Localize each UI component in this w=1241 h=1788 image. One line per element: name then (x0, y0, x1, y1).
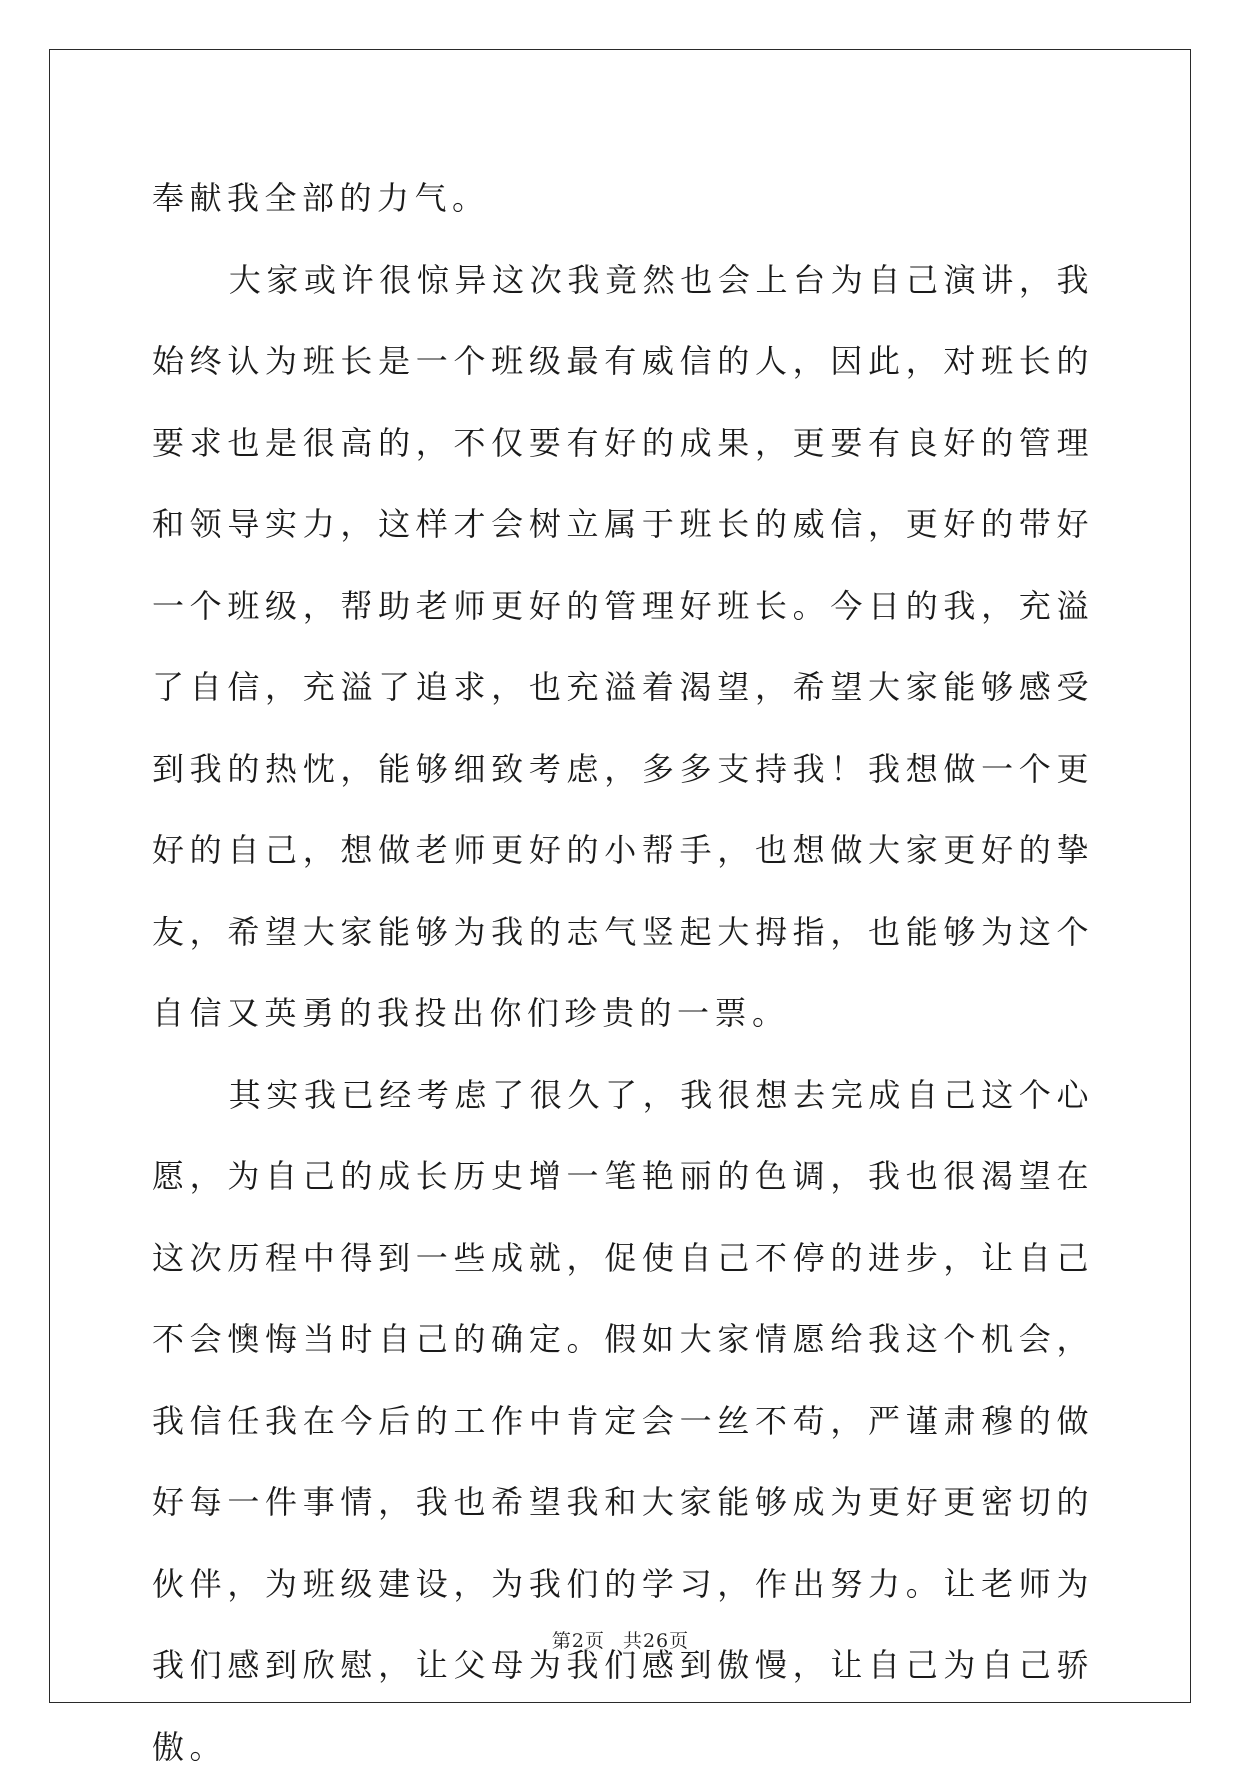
document-body (152, 158, 1094, 1788)
paragraph-1: 奉献我全部的力气。 (152, 158, 1094, 240)
paragraph-2: 大家或许很惊异这次我竟然也会上台为自己演讲，我始终认为班长是一个班级最有威信的人，因此，对班长的要求也是很高的，不仅要有好的成果，更要有良好的管理和领导实力，这样才会树立属于班长的威信，更好的带好一个班级，帮助老师更好的管理好班长。今日的我，充溢了自信，充溢了追求，也充溢着渴望，希望大家能够感受到我的热忱，能够细致考虑，多多支持我！我想做一个更好的自己，想做老师更好的小帮手，也想做大家更好的挚友，希望大家能够为我的志气竖起大拇指，也能够为这个自信又英勇的我投出你们珍贵的一票。 (152, 240, 1094, 1055)
page-total: 共26页 (623, 1630, 689, 1652)
paragraph-3: 其实我已经考虑了很久了，我很想去完成自己这个心愿，为自己的成长历史增一笔艳丽的色调，我也很渴望在这次历程中得到一些成就，促使自己不停的进步，让自己不会懊悔当时自己的确定。假如大家情愿给我这个机会，我信任我在今后的工作中肯定会一丝不苟，严谨肃穆的做好每一件事情，我也希望我和大家能够成为更好更密切的伙伴，为班级建设，为我们的学习，作出努力。让老师为我们感到欣慰，让父母为我们感到傲慢，让自己为自己骄傲。 (152, 1055, 1094, 1788)
page-footer (0, 1626, 1241, 1653)
page-number: 第2页 (552, 1630, 605, 1652)
